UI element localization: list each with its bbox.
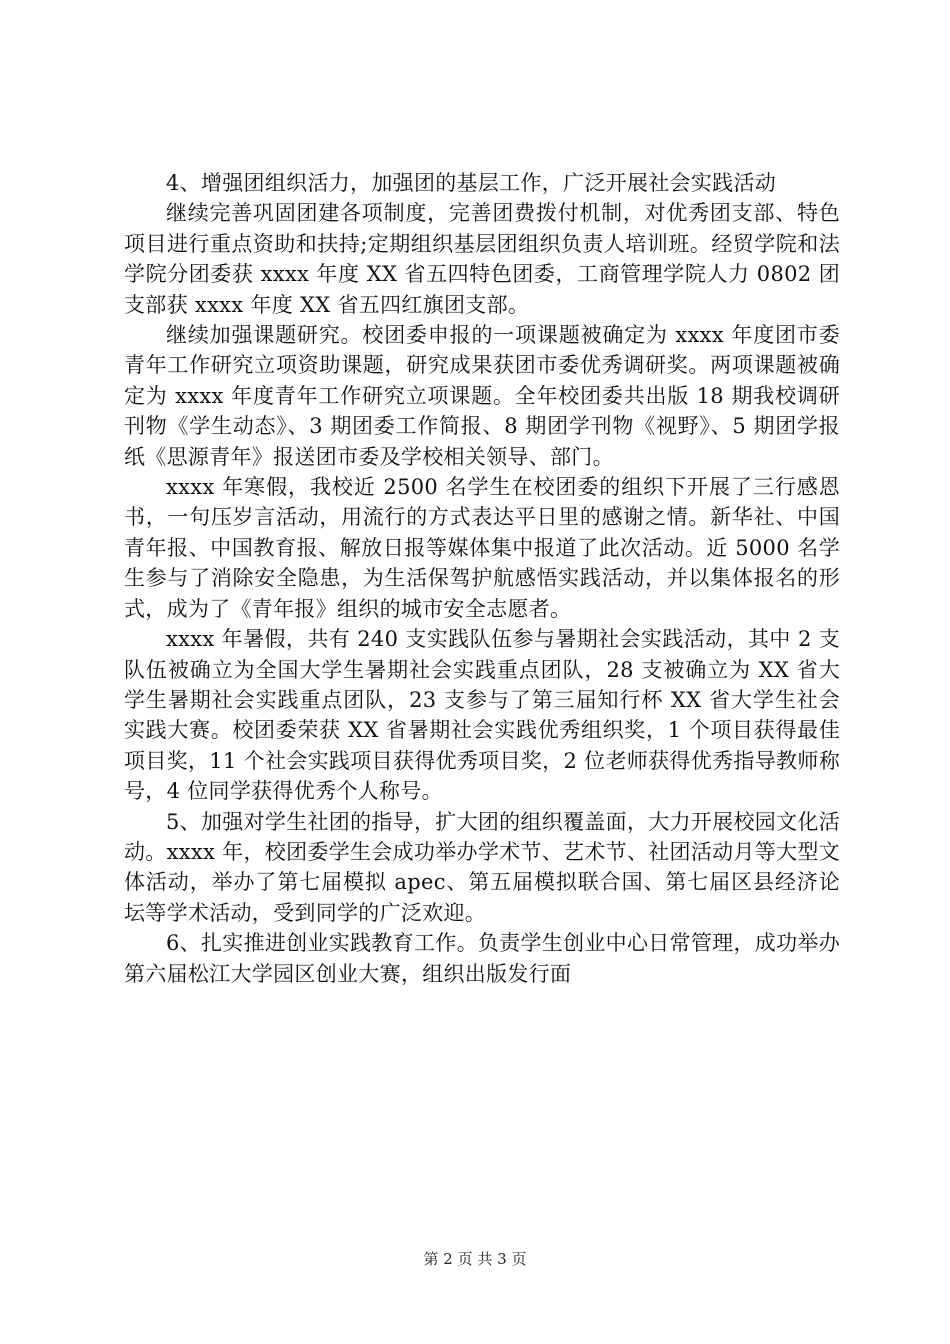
paragraph: xxxx 年暑假，共有 240 支实践队伍参与暑期社会实践活动，其中 2 支队伍被确立为全国大学生暑期社会实践重点团队，28 支被确立为 XX 省大学生暑期社会实践重点团队，23 支参与了第三届知行杯 XX 省大学生社会实践大赛。校团委荣获 XX 省暑期社会实践优秀组织奖，1 个项目获得最佳项目奖，11 个社会实践项目获得优秀项目奖，2 位老师获得优秀指导教师称号，4 位同学获得优秀个人称号。 [124,627,840,804]
page-number-footer: 第 2 页 共 3 页 [423,1250,527,1268]
paragraph-heading-5: 5、加强对学生社团的指导，扩大团的组织覆盖面，大力开展校园文化活动。xxxx 年，校团委学生会成功举办学术节、艺术节、社团活动月等大型文体活动，举办了第七届模拟 apec、第五届模拟联合国、第七届区县经济论坛等学术活动，受到同学的广泛欢迎。 [124,809,840,925]
paragraph: 继续完善巩固团建各项制度，完善团费拨付机制，对优秀团支部、特色项目进行重点资助和扶持;定期组织基层团组织负责人培训班。经贸学院和法学院分团委获 xxxx 年度 XX 省五四特色团委，工商管理学院人力 0802 团支部获 xxxx 年度 XX 省五四红旗团支部。 [124,201,840,317]
body-text [124,168,840,989]
paragraph-heading-4: 4、增强团组织活力，加强团的基层工作，广泛开展社会实践活动 [166,171,777,195]
paragraph: 继续加强课题研究。校团委申报的一项课题被确定为 xxxx 年度团市委青年工作研究立项资助课题，研究成果获团市委优秀调研奖。两项课题被确定为 xxxx 年度青年工作研究立项课题。全年校团委共出版 18 期我校调研刊物《学生动态》、3 期团委工作简报、8 期团学刊物《视野》、5 期团学报纸《思源青年》报送团市委及学校相关领导、部门。 [124,323,840,469]
paragraph-heading-6: 6、扎实推进创业实践教育工作。负责学生创业中心日常管理，成功举办第六届松江大学园区创业大赛，组织出版发行面 [124,931,840,986]
paragraph: xxxx 年寒假，我校近 2500 名学生在校团委的组织下开展了三行感恩书，一句压岁言活动，用流行的方式表达平日里的感谢之情。新华社、中国青年报、中国教育报、解放日报等媒体集中报道了此次活动。近 5000 名学生参与了消除安全隐患，为生活保驾护航感悟实践活动，并以集体报名的形式，成为了《青年报》组织的城市安全志愿者。 [124,475,840,621]
